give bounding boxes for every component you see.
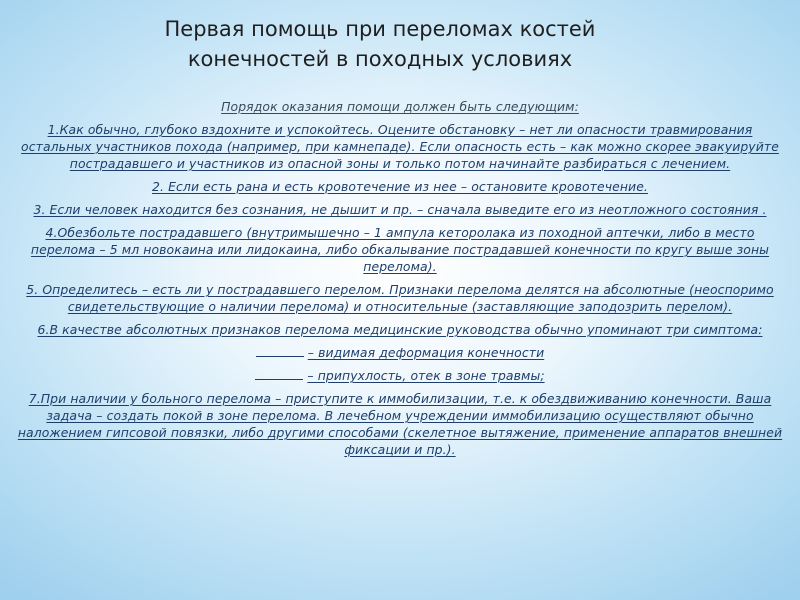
step-3-text: 3. Если человек находится без сознания, не дышит и пр. – сначала выведите его из неотложного состояния . — [33, 202, 767, 217]
step-1-paragraph — [14, 121, 786, 172]
step-1-text: 1.Как обычно, глубоко вздохните и успокойтесь. Оцените обстановку – нет ли опасности травмирования остальных участников похода (например, при камнепаде). Если опасность есть – как можно скорее эвакуируйте пострадавшего и участников из опасной зоны и только потом начинайте разбираться с лечением. — [21, 122, 779, 171]
step-4-paragraph — [14, 224, 786, 275]
symptom-2-text: – припухлость, отек в зоне травмы; — [307, 368, 545, 383]
step-3-paragraph — [14, 201, 786, 218]
page-title — [60, 14, 700, 74]
blank-line — [255, 367, 303, 380]
step-6-paragraph — [14, 321, 786, 338]
step-5-paragraph — [14, 281, 786, 315]
intro-text: Порядок оказания помощи должен быть следующим: — [221, 99, 579, 114]
step-4-text: 4.Обезбольте пострадавшего (внутримышечно – 1 ампула кеторолака из походной аптечки, либо в место перелома – 5 мл новокаина или лидокаина, либо обкалывание пострадавшей конечности по кругу выше зоны перелома). — [30, 225, 770, 274]
step-6-text: 6.В качестве абсолютных признаков перелома медицинские руководства обычно упоминают три симптома: — [37, 322, 763, 337]
step-7-paragraph — [14, 390, 786, 458]
symptom-1-text: – видимая деформация конечности — [307, 345, 545, 360]
step-2-text: 2. Если есть рана и есть кровотечение из нее – остановите кровотечение. — [152, 179, 648, 194]
symptom-2-paragraph — [14, 367, 786, 384]
blank-line — [256, 344, 304, 357]
intro-paragraph — [14, 98, 786, 115]
step-7-text: 7.При наличии у больного перелома – приступите к иммобилизации, т.е. к обездвиживанию конечности. Ваша задача – создать покой в зоне перелома. В лечебном учреждении иммобилизацию осуществляют обычно наложением гипсовой повязки, либо другими способами (скелетное вытяжение, применение аппаратов внешней фиксации и пр.). — [17, 391, 783, 457]
slide-body — [14, 98, 786, 464]
step-5-text: 5. Определитесь – есть ли у пострадавшего перелом. Признаки перелома делятся на абсолютные (неоспоримо свидетельствующие о наличии перелома) и относительные (заставляющие заподозрить перелом). — [26, 282, 774, 314]
step-2-paragraph — [14, 178, 786, 195]
symptom-1-paragraph — [14, 344, 786, 361]
title-line-2: конечностей в походных условиях — [187, 47, 573, 71]
title-line-1: Первая помощь при переломах костей — [164, 17, 596, 41]
